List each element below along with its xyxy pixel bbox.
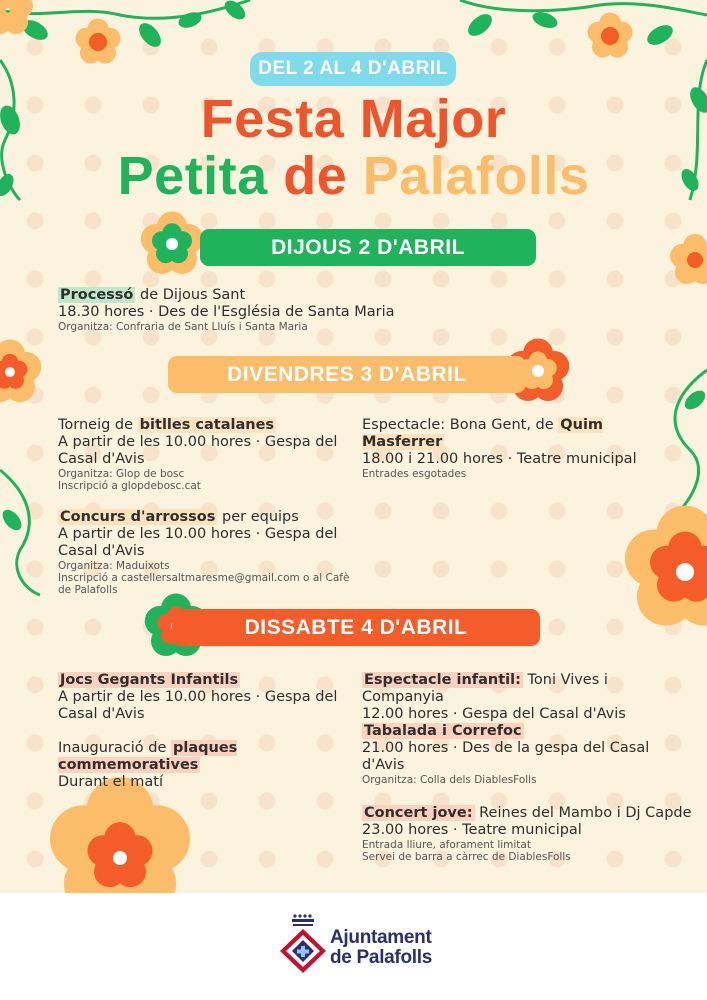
event-detail: 23.00 hores · Teatre municipal [362, 822, 582, 838]
crown-icon [292, 914, 314, 926]
title-word-petita: Petita [117, 146, 268, 206]
event-detail: A partir de les 10.00 hores · Gespa del Casal d'Avis [58, 434, 338, 467]
title-word-de: de [283, 146, 348, 206]
event-infantil [362, 672, 692, 723]
event-highlight: bitlles catalanes [139, 417, 275, 433]
event-bona-gent [362, 417, 662, 480]
event-highlight: Processó [60, 287, 134, 303]
footer [0, 893, 707, 1000]
event-title-rest: per equips [217, 509, 299, 525]
event-bitlles [58, 417, 338, 492]
event-concert [362, 805, 692, 863]
event-detail: A partir de les 10.00 hores · Gespa del Casal d'Avis [58, 526, 338, 559]
event-detail: 21.00 hores · Des de la gespa del Casal d'Avis [362, 740, 650, 773]
event-note: Entrada lliure, aforament limitat [362, 839, 531, 851]
day-header-dissabte: DISSABTE 4 D'ABRIL [172, 609, 540, 646]
event-note: Organitza: Confraria de Sant Lluís i Santa Maria [58, 321, 308, 333]
event-note: Inscripció a glopdebosc.cat [58, 480, 201, 492]
event-correfoc [362, 723, 652, 786]
event-note: Servei de barra a càrrec de DiablesFolls [362, 851, 571, 863]
event-highlight: Tabalada i Correfoc [364, 723, 522, 739]
logo-line1: Ajuntament [330, 927, 432, 948]
logo-text [330, 928, 432, 968]
event-note: Inscripció a castellersaltmaresme@gmail.com o al Cafè de Palafolls [58, 572, 350, 596]
event-title-rest: Toni Vives i Companyia [362, 672, 608, 705]
event-title-pre: Torneig de [58, 417, 138, 433]
event-arrossos [58, 509, 358, 596]
flower-icon [0, 0, 33, 34]
logo-line2: de Palafolls [330, 947, 432, 968]
event-note: Organitza: Maduixots [58, 560, 170, 572]
event-highlight: Concurs d'arrossos [60, 509, 216, 525]
event-plaques [58, 740, 288, 791]
dates-badge: DEL 2 AL 4 D'ABRIL [250, 52, 456, 86]
event-title-rest: de Dijous Sant [135, 287, 246, 303]
event-detail: 18.30 hores · Des de l'Església de Santa Maria [58, 304, 395, 320]
title-line1: Festa Major [200, 89, 507, 149]
event-detail: A partir de les 10.00 hores · Gespa del Casal d'Avis [58, 689, 338, 722]
title-line2 [0, 145, 707, 207]
event-detail: 12.00 hores · Gespa del Casal d'Avis [362, 706, 626, 722]
day-header-divendres: DIVENDRES 3 D'ABRIL [168, 356, 526, 393]
event-title-pre: Espectacle: Bona Gent, de [362, 417, 559, 433]
title-word-palafolls: Palafolls [362, 146, 590, 206]
event-note: Organitza: Glop de bosc [58, 468, 185, 480]
event-note: Entrades esgotades [362, 468, 467, 480]
shield-cross-icon [280, 929, 326, 973]
event-detail: Durant el matí [58, 774, 163, 790]
event-highlight: Quim Masferrer [362, 417, 604, 450]
event-processo [58, 287, 418, 333]
event-highlight: plaques commemoratives [58, 740, 238, 773]
event-detail: 18.00 i 21.00 hores · Teatre municipal [362, 451, 637, 467]
event-title-rest: Reines del Mambo i Dj Capde [474, 805, 692, 821]
event-note: Organitza: Colla dels DiablesFolls [362, 774, 537, 786]
day-header-dijous: DIJOUS 2 D'ABRIL [200, 229, 536, 266]
event-highlight: Jocs Gegants Infantils [60, 672, 239, 688]
event-title-pre: Inauguració de [58, 740, 171, 756]
event-gegants [58, 672, 348, 723]
event-highlight: Concert jove: [364, 805, 473, 821]
event-highlight: Espectacle infantil: [364, 672, 521, 688]
